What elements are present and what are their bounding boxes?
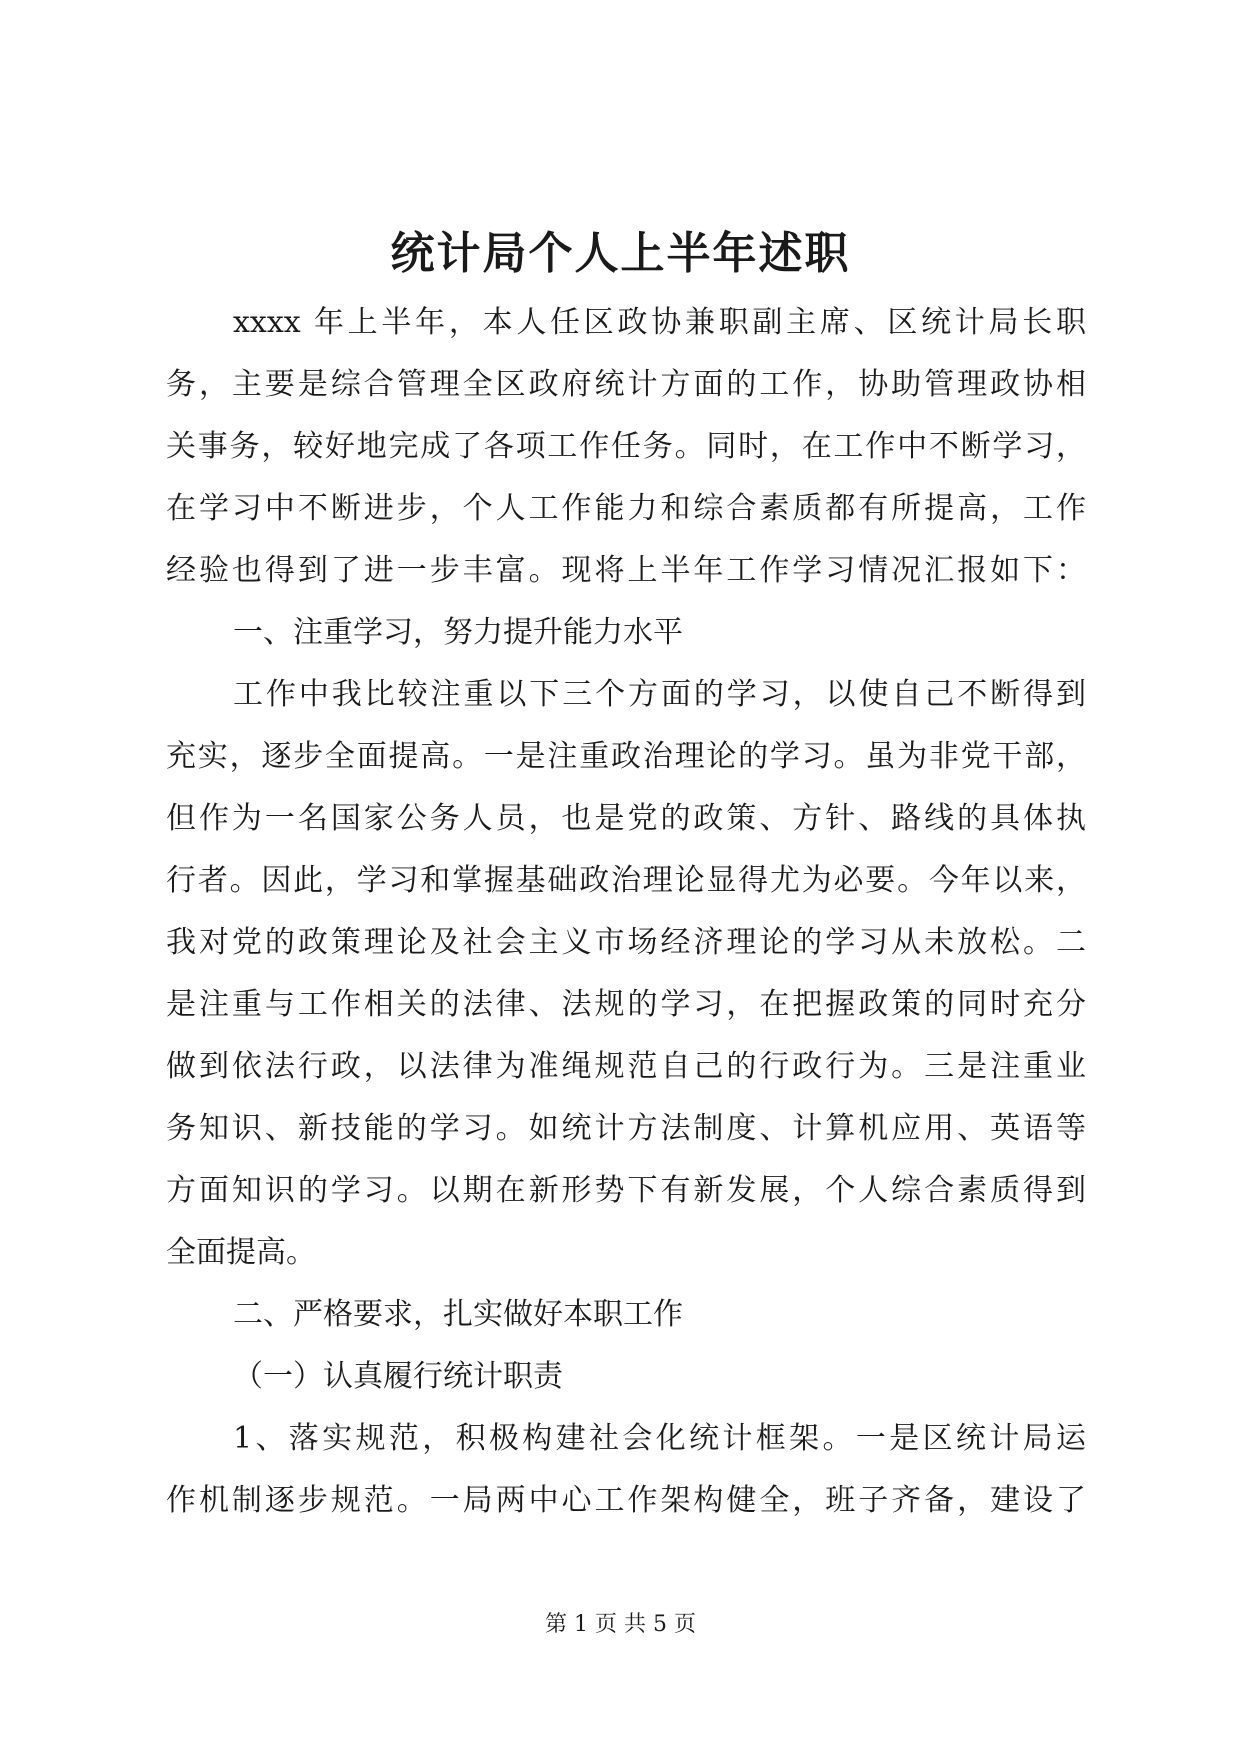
page-number-footer: 第 1 页 共 5 页 bbox=[545, 1612, 696, 1637]
subsection-heading: （一）认真履行统计职责 bbox=[233, 1359, 563, 1394]
paragraph-line: 但作为一名国家公务人员，也是党的政策、方针、路线的具体执 bbox=[166, 801, 1086, 836]
paragraph-line: 行者。因此，学习和掌握基础政治理论显得尤为必要。今年以来， bbox=[166, 863, 1086, 898]
paragraph-line: 经验也得到了进一步丰富。现将上半年工作学习情况汇报如下： bbox=[166, 553, 1086, 588]
paragraph-line: 做到依法行政，以法律为准绳规范自己的行政行为。三是注重业 bbox=[166, 1049, 1086, 1084]
paragraph-line: xxxx 年上半年，本人任区政协兼职副主席、区统计局长职 bbox=[233, 305, 1086, 340]
document-title: 统计局个人上半年述职 bbox=[390, 228, 851, 279]
paragraph-line: 在学习中不断进步，个人工作能力和综合素质都有所提高，工作 bbox=[166, 491, 1086, 526]
paragraph-line: 我对党的政策理论及社会主义市场经济理论的学习从未放松。二 bbox=[166, 925, 1086, 960]
section-heading: 二、严格要求，扎实做好本职工作 bbox=[233, 1297, 683, 1332]
document-body bbox=[166, 292, 1086, 1532]
paragraph-line: 务，主要是综合管理全区政府统计方面的工作，协助管理政协相 bbox=[166, 367, 1086, 402]
paragraph-line: 关事务，较好地完成了各项工作任务。同时，在工作中不断学习， bbox=[166, 429, 1086, 464]
paragraph-line: 全面提高。 bbox=[166, 1235, 316, 1270]
paragraph-line: 作机制逐步规范。一局两中心工作架构健全，班子齐备，建设了 bbox=[166, 1483, 1086, 1518]
section-heading: 一、注重学习，努力提升能力水平 bbox=[233, 615, 683, 650]
paragraph-line: 充实，逐步全面提高。一是注重政治理论的学习。虽为非党干部， bbox=[166, 739, 1086, 774]
paragraph-line: 务知识、新技能的学习。如统计方法制度、计算机应用、英语等 bbox=[166, 1111, 1086, 1146]
paragraph-line: 工作中我比较注重以下三个方面的学习，以使自己不断得到 bbox=[233, 677, 1086, 712]
paragraph-line: 方面知识的学习。以期在新形势下有新发展，个人综合素质得到 bbox=[166, 1173, 1086, 1208]
paragraph-line: 1、落实规范，积极构建社会化统计框架。一是区统计局运 bbox=[233, 1421, 1086, 1456]
paragraph-line: 是注重与工作相关的法律、法规的学习，在把握政策的同时充分 bbox=[166, 987, 1086, 1022]
